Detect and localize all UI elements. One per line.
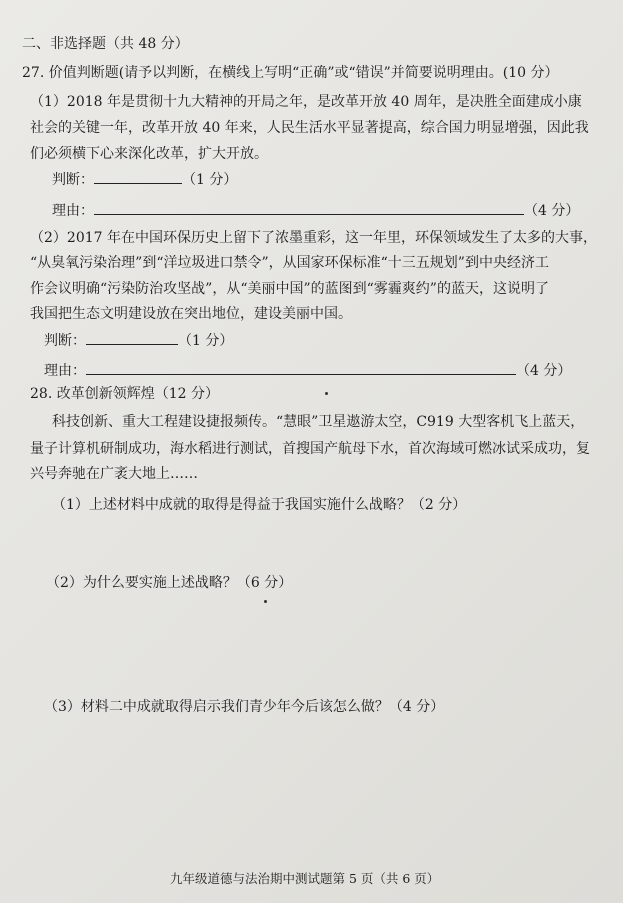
judge-answer-blank[interactable] bbox=[94, 169, 182, 184]
q27-item1-line-2: 社会的关键一年，改革开放 40 年来，人民生活水平显著提高，综合国力明显增强，因此我 bbox=[30, 120, 589, 136]
reason-label: 理由： bbox=[52, 203, 94, 219]
q28-question-1: （1）上述材料中成就的取得是得益于我国实施什么战略？（2 分） bbox=[52, 497, 467, 513]
scan-speck bbox=[264, 600, 267, 603]
judge-label: 判断： bbox=[52, 172, 94, 188]
judge-score: （1 分） bbox=[178, 333, 234, 349]
q28-material-line-2: 量子计算机研制成功，海水稻进行测试，首搜国产航母下水，首次海域可燃冰试采成功，复 bbox=[30, 441, 590, 457]
q28-material-line-3: 兴号奔驰在广袤大地上…… bbox=[30, 466, 198, 482]
q27-item2-line-1: （2）2017 年在中国环保历史上留下了浓墨重彩，这一年里，环保领域发生了太多的大事， bbox=[30, 230, 597, 246]
reason-label: 理由： bbox=[44, 363, 86, 379]
q27-item1-reason-row bbox=[52, 200, 579, 221]
q27-title: 27. 价值判断题(请予以判断，在横线上写明“正确”或“错误”并简要说明理由。(10 分） bbox=[22, 65, 559, 81]
q27-item1-line-3: 们必须横下心来深化改革，扩大开放。 bbox=[30, 146, 268, 162]
reason-score: （4 分） bbox=[524, 203, 580, 219]
q27-item1-line-1: （1）2018 年是贯彻十九大精神的开局之年，是改革开放 40 周年，是决胜全面建成小康 bbox=[30, 94, 582, 110]
q27-item2-line-4: 我国把生态文明建设放在突出地位，建设美丽中国。 bbox=[30, 306, 352, 322]
q27-item2-line-3: 作会议明确“污染防治攻坚战”，从“美丽中国”的蓝图到“雾霾爽约”的蓝天，这说明了 bbox=[30, 281, 549, 297]
q28-question-3: （3）材料二中成就取得启示我们青少年今后该怎么做？（4 分） bbox=[44, 699, 445, 715]
judge-score: （1 分） bbox=[182, 172, 238, 188]
scan-speck bbox=[325, 392, 328, 395]
reason-answer-blank[interactable] bbox=[94, 200, 524, 215]
q27-item2-reason-row bbox=[44, 360, 571, 381]
page-footer: 九年级道德与法治期中测试题第 5 页（共 6 页） bbox=[170, 871, 440, 886]
reason-answer-blank[interactable] bbox=[86, 360, 516, 375]
section-heading: 二、非选择题（共 48 分） bbox=[22, 36, 189, 52]
q28-material-line-1: 科技创新、重大工程建设捷报频传。“慧眼”卫星遨游太空，C919 大型客机飞上蓝天， bbox=[52, 414, 585, 430]
judge-answer-blank[interactable] bbox=[86, 330, 178, 345]
reason-score: （4 分） bbox=[516, 363, 572, 379]
q27-item2-judge-row bbox=[44, 330, 233, 351]
q27-item1-judge-row bbox=[52, 169, 237, 190]
judge-label: 判断： bbox=[44, 333, 86, 349]
q28-question-2: （2）为什么要实施上述战略？（6 分） bbox=[46, 575, 293, 591]
q27-item2-line-2: “从臭氧污染治理”到“洋垃圾进口禁令”，从国家环保标准“十三五规划”到中央经济工 bbox=[30, 255, 549, 271]
q28-title: 28. 改革创新领辉煌（12 分） bbox=[30, 386, 219, 402]
